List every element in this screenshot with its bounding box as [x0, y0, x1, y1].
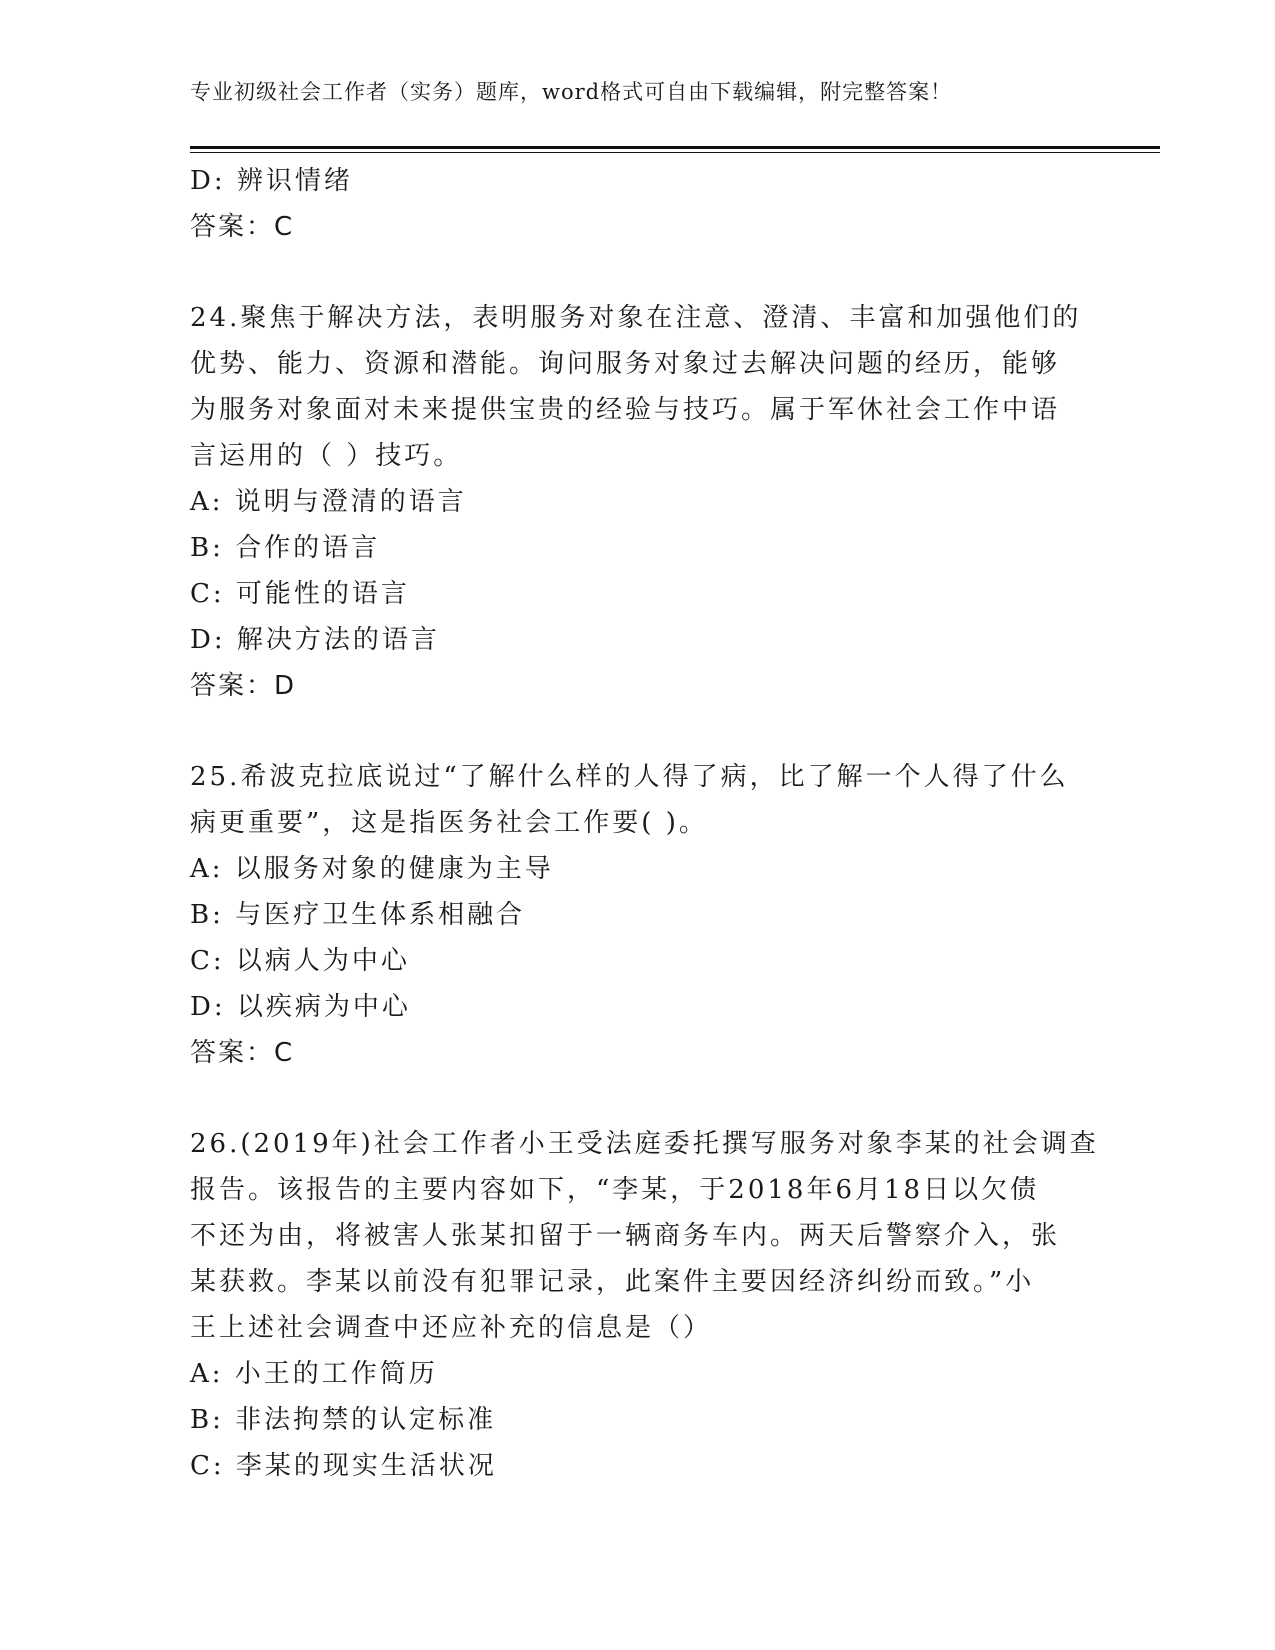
question-26	[190, 1121, 1110, 1489]
header-rule-thin	[190, 152, 1160, 153]
page-header: 专业初级社会工作者（实务）题库，word格式可自由下载编辑，附完整答案！	[190, 80, 953, 104]
answer: 答案：D	[190, 671, 297, 701]
question-text-line: 不还为由，将被害人张某扣留于一辆商务车内。两天后警察介入，张	[190, 1221, 1061, 1251]
question-text-line: 24.聚焦于解决方法，表明服务对象在注意、澄清、丰富和加强他们的	[190, 303, 1082, 333]
question-text-line: 报告。该报告的主要内容如下，“李某，于2018年6月18日以欠债	[190, 1175, 1040, 1205]
option-d: D: 以疾病为中心	[190, 992, 411, 1022]
option-c: C: 以病人为中心	[190, 946, 410, 976]
option-b: B: 非法拘禁的认定标准	[190, 1405, 497, 1435]
option-d: D: 辨识情绪	[190, 166, 353, 196]
answer: 答案：C	[190, 212, 295, 242]
question-text-line: 某获救。李某以前没有犯罪记录，此案件主要因经济纠纷而致。”小	[190, 1267, 1035, 1297]
option-b: B: 与医疗卫生体系相融合	[190, 900, 526, 930]
option-a: A: 以服务对象的健康为主导	[190, 854, 554, 884]
option-a: A: 小王的工作简历	[190, 1359, 438, 1389]
option-a: A: 说明与澄清的语言	[190, 487, 467, 517]
option-c: C: 李某的现实生活状况	[190, 1451, 497, 1481]
question-text-line: 为服务对象面对未来提供宝贵的经验与技巧。属于军休社会工作中语	[190, 395, 1061, 425]
option-b: B: 合作的语言	[190, 533, 381, 563]
option-d: D: 解决方法的语言	[190, 625, 440, 655]
question-text-line: 王上述社会调查中还应补充的信息是（）	[190, 1313, 713, 1343]
question-text-line: 病更重要”，这是指医务社会工作要( )。	[190, 808, 708, 838]
document-body	[190, 158, 1110, 1534]
answer: 答案：C	[190, 1038, 295, 1068]
question-25	[190, 754, 1110, 1076]
header-rule-thick	[190, 146, 1160, 149]
question-23-tail	[190, 158, 1110, 250]
question-24	[190, 295, 1110, 709]
question-text-line: 言运用的（ ）技巧。	[190, 441, 463, 471]
option-c: C: 可能性的语言	[190, 579, 410, 609]
question-text-line: 25.希波克拉底说过“了解什么样的人得了病，比了解一个人得了什么	[190, 762, 1069, 792]
question-text-line: 26.(2019年)社会工作者小王受法庭委托撰写服务对象李某的社会调查	[190, 1129, 1099, 1159]
question-text-line: 优势、能力、资源和潜能。询问服务对象过去解决问题的经历，能够	[190, 349, 1061, 379]
